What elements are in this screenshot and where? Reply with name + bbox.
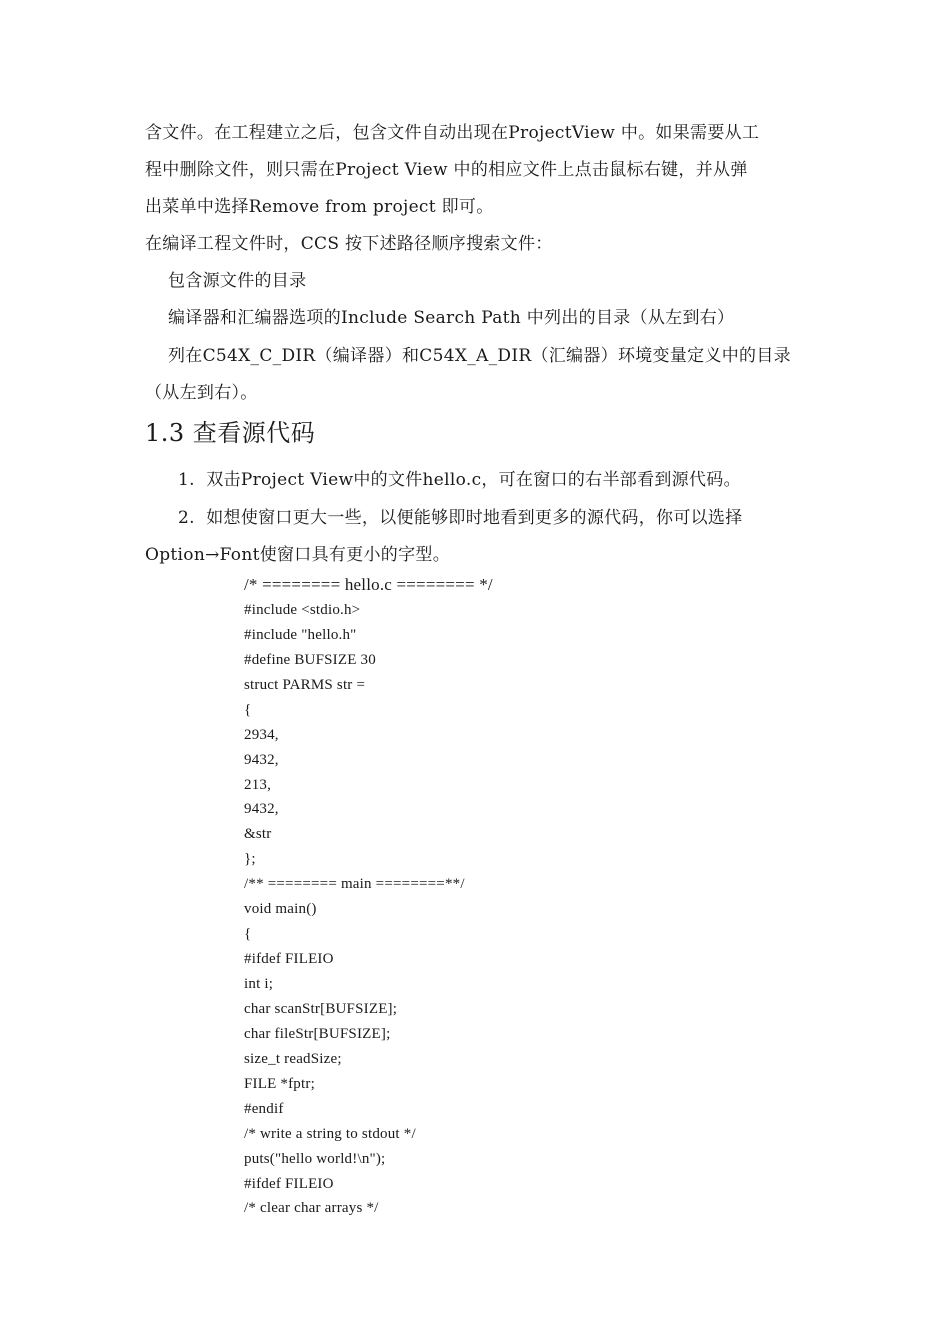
paragraph-line-2: 程中删除文件，则只需在Project View 中的相应文件上点击鼠标右键，并从弹 <box>145 160 748 180</box>
code-line: /* ======== hello.c ======== */ <box>244 575 493 594</box>
code-line: #include "hello.h" <box>244 626 357 643</box>
code-line: #include <stdio.h> <box>244 601 361 618</box>
code-line: 2934, <box>244 726 279 743</box>
code-line: /* write a string to stdout */ <box>244 1125 416 1142</box>
search-path-item-3: 列在C54X_C_DIR（编译器）和C54X_A_DIR（汇编器）环境变量定义中的目录 <box>168 346 791 366</box>
code-line: 213, <box>244 776 272 793</box>
code-line: { <box>244 926 252 943</box>
paragraph-line-4: 在编译工程文件时，CCS 按下述路径顺序搜索文件： <box>145 234 553 254</box>
search-path-item-2: 编译器和汇编器选项的Include Search Path 中列出的目录（从左到右） <box>168 308 735 328</box>
code-line: { <box>244 701 252 718</box>
paragraph-line-continuation: （从左到右）。 <box>145 383 258 403</box>
code-line: size_t readSize; <box>244 1050 342 1067</box>
section-heading: 1.3 查看源代码 <box>145 419 316 447</box>
code-line: #define BUFSIZE 30 <box>244 651 376 668</box>
code-line: FILE *fptr; <box>244 1075 315 1092</box>
step-2: 2. 如想使窗口更大一些，以便能够即时地看到更多的源代码，你可以选择 <box>178 508 743 528</box>
step-2-continuation: Option→Font使窗口具有更小的字型。 <box>145 545 450 565</box>
code-line: }; <box>244 851 256 868</box>
code-line: &str <box>244 826 272 843</box>
code-line: struct PARMS str = <box>244 676 366 693</box>
code-line: puts("hello world!\n"); <box>244 1150 386 1167</box>
code-listing <box>244 573 493 1221</box>
code-line: 9432, <box>244 751 279 768</box>
code-line: int i; <box>244 976 274 992</box>
code-line: /* clear char arrays */ <box>244 1200 379 1217</box>
code-line: char scanStr[BUFSIZE]; <box>244 1000 398 1017</box>
search-path-item-1: 包含源文件的目录 <box>168 271 307 291</box>
paragraph-line-1: 含文件。在工程建立之后，包含文件自动出现在ProjectView 中。如果需要从工 <box>145 123 760 143</box>
code-line: /** ======== main ========**/ <box>244 876 465 893</box>
paragraph-line-3: 出菜单中选择Remove from project 即可。 <box>145 197 494 217</box>
step-1: 1. 双击Project View中的文件hello.c，可在窗口的右半部看到源代码。 <box>178 470 741 490</box>
code-line: #ifdef FILEIO <box>244 951 334 968</box>
code-line: char fileStr[BUFSIZE]; <box>244 1025 391 1042</box>
code-line: void main() <box>244 901 317 918</box>
code-line: #ifdef FILEIO <box>244 1175 334 1192</box>
code-line: #endif <box>244 1100 284 1117</box>
code-line: 9432, <box>244 801 279 818</box>
